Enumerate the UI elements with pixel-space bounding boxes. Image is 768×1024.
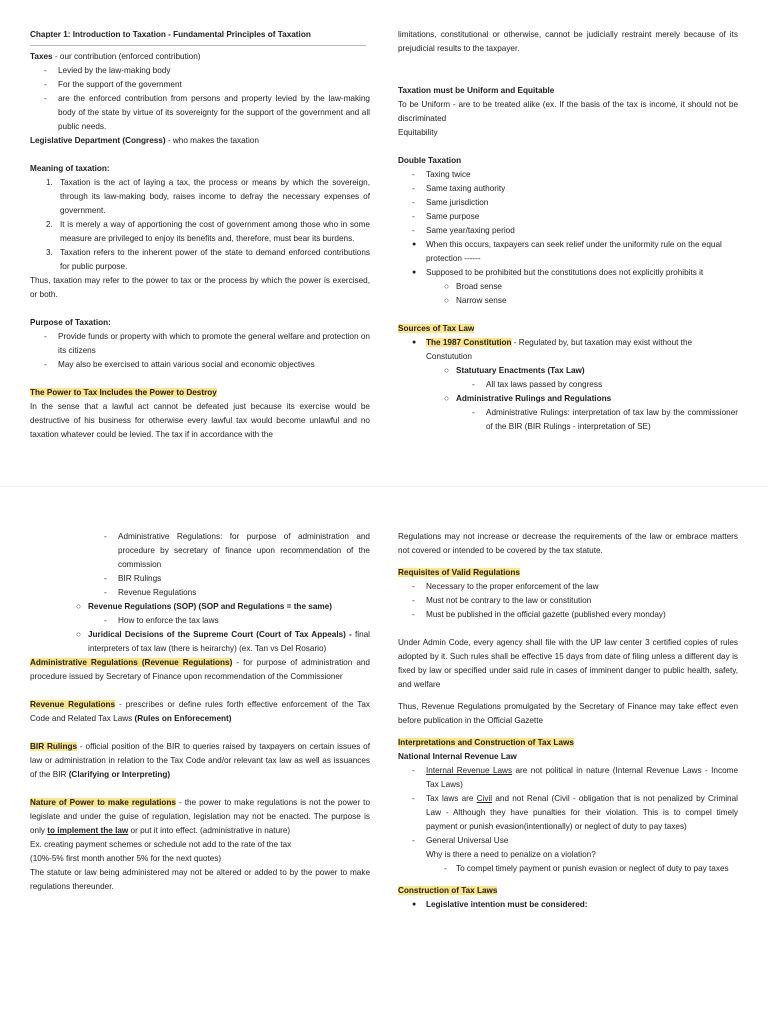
list-item: - Revenue Regulations [104,588,197,597]
numbered-item: 1. Taxation is the act of laying a tax, the process or means by which the sovereign, through its law-making body, raises income to defray the necessary expenses of government. [46,178,370,215]
list-item: - To compel timely payment or punish evasion or neglect of duty to pay taxes [444,864,729,873]
sub-item: ○ Statutuary Enactments (Tax Law) [444,366,585,375]
bullet-item: ● Legislative intention must be considered: [412,900,588,909]
list-item: - Administrative Regulations: for purpose of administration and procedure by secretary of finance upon recommendation of the commission [104,532,370,569]
bullet-item: ● Supposed to be prohibited but the constitutions does not explicitly prohibits it [412,268,704,277]
bullet-item: ● When this occurs, taxpayers can seek relief under the uniformity rule on the equal protection ------ [412,240,722,263]
double-taxation-heading: Double Taxation [398,156,462,165]
sub-item: ○ Broad sense [444,282,502,291]
regulations-text: Regulations may not increase or decrease the requirements of the law or embrace matters not covered or intended to be covered by the tax statute. [398,532,738,555]
list-item: - Administrative Rulings: interpretation of tax law by the commissioner of the BIR (BIR Rulings - interpretation of SE) [472,408,738,431]
revenue-reg-definition: Revenue Regulations - prescribes or define rules forth effective enforcement of the Tax Code and Related Tax Laws (Rules on Enforecement) [30,700,370,723]
legislative-definition: Legislative Department (Congress) - who makes the taxation [30,136,259,145]
list-item: - Taxing twice [412,170,471,179]
page-divider [0,486,768,487]
list-item: - Same purpose [412,212,480,221]
list-item: - All tax laws passed by congress [472,380,603,389]
list-item: - Must not be contrary to the law or constitution [412,596,592,605]
page2-left-column [30,530,370,894]
question-line: Why is there a need to penalize on a violation? [426,850,596,859]
list-item: - Tax laws are Civil and not Renal (Civil - obligation that is not penalized by Criminal Law - Although they have punalties for their violation. This is to compel timely payment or punish evasion(intentionally) or neglect of duty to pay taxes) [412,794,738,831]
construction-heading: Construction of Tax Laws [398,886,498,895]
taxes-definition: Taxes - our contribution (enforced contribution) [30,52,201,61]
title-rule [30,45,366,46]
nature-of-power-definition: Nature of Power to make regulations - the power to make regulations is not the power to legislate and under the guise of regulation, legislation may not be enacted. The purpose is only to implement the law or put it into effect. (administrative in nature) [30,798,370,835]
list-item: - How to enforce the tax laws [104,616,219,625]
sub-item: ○ Administrative Rulings and Regulations [444,394,612,403]
example-line: (10%-5% first month another 5% for the next quotes) [30,854,222,863]
list-item: - Provide funds or property with which to promote the general welfare and protection on its citizens [44,332,370,355]
bir-rulings-definition: BIR Rulings - official position of the BIR to queries raised by taxpayers on certain issues of law or administration in relation to the Tax Code and/or relevant tax law as well as issuances of the BIR (Clarifying or Interpreting) [30,742,370,779]
list-item: - are the enforced contribution from persons and property levied by the law-making body of the state by virtue of its sovereignty for the support of the government and all public needs. [44,94,370,131]
sub-item: ○ Revenue Regulations (SOP) (SOP and Regulations = the same) [76,602,332,611]
continuation-text: limitations, constitutional or otherwise, cannot be judicially restraint merely because of its prejudicial results to the taxpayer. [398,30,738,53]
page1-right-column [398,28,738,434]
admin-code-text: Under Admin Code, every agency shall file with the UP law center 3 certified copies of rules adopted by it. Such rules shall be effective 15 days from date of filing unless a different day is fixed by law or specified under said rule in cases of imminent danger to public health, safety, and welfare [398,638,738,689]
list-item: - Same jurisdiction [412,198,489,207]
list-item: - May also be exercised to attain various social and economic objectives [44,360,315,369]
nirl-heading: National Internal Revenue Law [398,752,517,761]
list-item: - BIR Rulings [104,574,162,583]
interpretations-heading: Interpretations and Construction of Tax Laws [398,738,574,747]
sub-item: ○ Juridical Decisions of the Supreme Court (Court of Tax Appeals) - final interpreters of tax law (there is heirarchy) (ex. Tan vs Del Rosario) [76,630,370,653]
meaning-summary: Thus, taxation may refer to the power to tax or the process by which the power is exercised, or both. [30,276,370,299]
sub-item: ○ Narrow sense [444,296,507,305]
requisites-heading: Requisites of Valid Regulations [398,568,520,577]
numbered-item: 3. Taxation refers to the inherent power of the state to demand enforced contributions for public purpose. [46,248,370,271]
power-text: In the sense that a lawful act cannot be defeated just because its exercise would be destructive of his business for otherwise every lawful tax would become unlawful and no taxation whatever could be levied. The tax if in accordance with the [30,402,370,439]
list-item: - Necessary to the proper enforcement of the law [412,582,599,591]
list-item: - For the support of the government [44,80,182,89]
statute-text: The statute or law being administered may not be altered or added to by the power to make regulations thereunder. [30,868,370,891]
list-item: - Internal Revenue Laws are not political in nature (Internal Revenue Laws - Income Tax Laws) [412,766,738,789]
list-item: - General Universal Use [412,836,509,845]
admin-reg-definition: Administrative Regulations (Revenue Regulations) - for purpose of administration and procedure issued by Secretary of Finance upon recommendation of the Commissioner [30,658,370,681]
list-item: - Levied by the law-making body [44,66,171,75]
page1-left-column [30,28,370,442]
purpose-heading: Purpose of Taxation: [30,318,111,327]
power-heading: The Power to Tax Includes the Power to Destroy [30,388,217,397]
page2-right-column [398,530,738,912]
thus-text: Thus, Revenue Regulations promulgated by the Secretary of Finance may take effect even before publication in the Official Gazette [398,702,738,725]
list-item: - Same year/taxing period [412,226,515,235]
sources-heading: Sources of Tax Law [398,324,475,333]
uniform-heading: Taxation must be Uniform and Equitable [398,86,555,95]
meaning-heading: Meaning of taxation: [30,164,110,173]
chapter-title: Chapter 1: Introduction to Taxation - Fundamental Principles of Taxation [30,30,311,39]
uniform-text: To be Uniform - are to be treated alike (ex. If the basis of the tax is income, it should not be discriminated [398,100,738,123]
list-item: - Same taxing authority [412,184,506,193]
equitability-text: Equitability [398,128,438,137]
numbered-item: 2. It is merely a way of apportioning the cost of government among those who in some measure are privileged to enjoy its benefits and, therefore, must bear its burdens. [46,220,370,243]
example-line: Ex. creating payment schemes or schedule not add to the rate of the tax [30,840,292,849]
list-item: - Must be published in the official gazette (published every monday) [412,610,666,619]
bullet-item: ● The 1987 Constitution - Regulated by, but taxation may exist without the Constutution [412,338,693,361]
